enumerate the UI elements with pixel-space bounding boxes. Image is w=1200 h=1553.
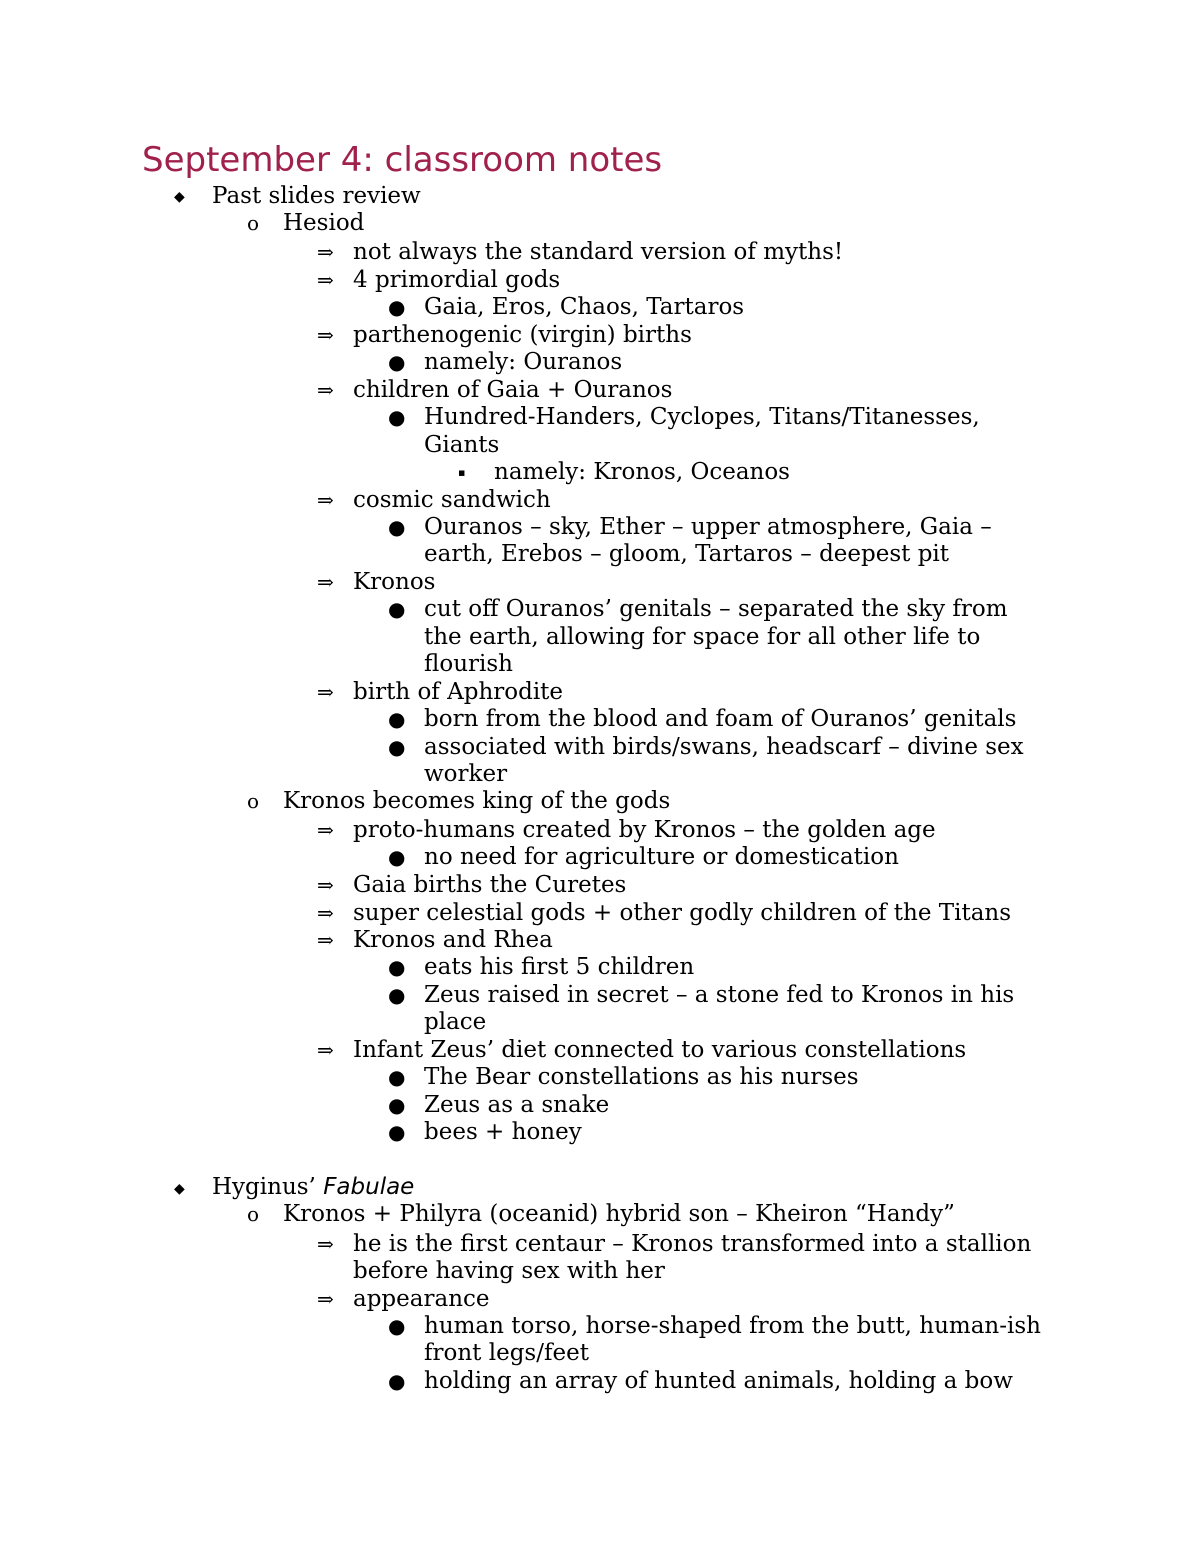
arrow-bullet-icon: ⇒ — [317, 240, 334, 264]
list-item-continuation: flourish — [424, 651, 513, 677]
dot-bullet-icon: ● — [388, 1065, 406, 1089]
arrow-bullet-icon: ⇒ — [317, 570, 334, 594]
page-title: September 4: classroom notes — [142, 140, 663, 180]
dot-bullet-icon: ● — [388, 955, 406, 979]
arrow-bullet-icon: ⇒ — [317, 1038, 334, 1062]
dot-bullet-icon: ● — [388, 735, 406, 759]
list-item: Kronos — [353, 569, 436, 595]
dot-bullet-icon: ● — [388, 597, 406, 621]
list-item: namely: Kronos, Oceanos — [494, 459, 790, 485]
arrow-bullet-icon: ⇒ — [317, 1287, 334, 1311]
arrow-bullet-icon: ⇒ — [317, 680, 334, 704]
list-item: Infant Zeus’ diet connected to various constellations — [353, 1037, 967, 1063]
diamond-bullet-icon: ◆ — [174, 1181, 185, 1197]
list-item: cosmic sandwich — [353, 487, 551, 513]
dot-bullet-icon: ● — [388, 983, 406, 1007]
list-item: birth of Aphrodite — [353, 679, 564, 705]
arrow-bullet-icon: ⇒ — [317, 488, 334, 512]
arrow-bullet-icon: ⇒ — [317, 268, 334, 292]
list-item: Zeus raised in secret – a stone fed to Kronos in his — [424, 982, 1015, 1008]
list-item-continuation: Giants — [424, 432, 500, 458]
list-item: namely: Ouranos — [424, 349, 623, 375]
list-item: Kronos + Philyra (oceanid) hybrid son – Kheiron “Handy” — [283, 1201, 955, 1227]
list-item-continuation: before having sex with her — [353, 1258, 665, 1284]
arrow-bullet-icon: ⇒ — [317, 901, 334, 925]
list-item: Ouranos – sky, Ether – upper atmosphere, Gaia – — [424, 514, 992, 540]
list-item: no need for agriculture or domestication — [424, 844, 899, 870]
hyginus-label: Hyginus’ — [212, 1174, 316, 1200]
arrow-bullet-icon: ⇒ — [317, 818, 334, 842]
list-item: super celestial gods + other godly children of the Titans — [353, 900, 1012, 926]
arrow-bullet-icon: ⇒ — [317, 323, 334, 347]
list-item: Gaia, Eros, Chaos, Tartaros — [424, 294, 745, 320]
diamond-bullet-icon: ◆ — [174, 189, 185, 205]
arrow-bullet-icon: ⇒ — [317, 378, 334, 402]
list-item: eats his first 5 children — [424, 954, 695, 980]
list-item: born from the blood and foam of Ouranos’ genitals — [424, 706, 1017, 732]
list-item-continuation: place — [424, 1009, 487, 1035]
list-item: Kronos and Rhea — [353, 927, 553, 953]
square-bullet-icon: ▪ — [458, 466, 466, 479]
list-item — [212, 1173, 414, 1201]
circle-bullet-icon: o — [247, 211, 260, 235]
list-item: appearance — [353, 1286, 490, 1312]
dot-bullet-icon: ● — [388, 845, 406, 869]
dot-bullet-icon: ● — [388, 295, 406, 319]
list-item: holding an array of hunted animals, holding a bow — [424, 1368, 1013, 1394]
list-item: Hundred-Handers, Cyclopes, Titans/Titanesses, — [424, 404, 980, 430]
list-item: Kronos becomes king of the gods — [283, 788, 671, 814]
list-item-continuation: front legs/feet — [424, 1340, 589, 1366]
list-item: Gaia births the Curetes — [353, 872, 627, 898]
dot-bullet-icon: ● — [388, 707, 406, 731]
dot-bullet-icon: ● — [388, 405, 406, 429]
list-item: cut off Ouranos’ genitals – separated the sky from — [424, 596, 1008, 622]
list-item: parthenogenic (virgin) births — [353, 322, 692, 348]
list-item: children of Gaia + Ouranos — [353, 377, 673, 403]
arrow-bullet-icon: ⇒ — [317, 1232, 334, 1256]
list-item: proto-humans created by Kronos – the golden age — [353, 817, 936, 843]
list-item-continuation: earth, Erebos – gloom, Tartaros – deepest pit — [424, 541, 950, 567]
list-item-continuation: the earth, allowing for space for all other life to — [424, 624, 981, 650]
list-item: 4 primordial gods — [353, 267, 561, 293]
list-item: Hesiod — [283, 210, 365, 236]
list-item: Past slides review — [212, 183, 421, 209]
list-item-continuation: worker — [424, 761, 508, 787]
list-item: The Bear constellations as his nurses — [424, 1064, 859, 1090]
list-item: bees + honey — [424, 1119, 582, 1145]
list-item: not always the standard version of myths! — [353, 239, 844, 265]
dot-bullet-icon: ● — [388, 350, 406, 374]
list-item: human torso, horse-shaped from the butt, human-ish — [424, 1313, 1041, 1339]
list-item: he is the first centaur – Kronos transformed into a stallion — [353, 1231, 1032, 1257]
arrow-bullet-icon: ⇒ — [317, 873, 334, 897]
list-item: Zeus as a snake — [424, 1092, 610, 1118]
circle-bullet-icon: o — [247, 1202, 260, 1226]
fabulae-title: Fabulae — [323, 1174, 415, 1200]
dot-bullet-icon: ● — [388, 515, 406, 539]
circle-bullet-icon: o — [247, 789, 260, 813]
list-item: associated with birds/swans, headscarf – divine sex — [424, 734, 1024, 760]
dot-bullet-icon: ● — [388, 1120, 406, 1144]
dot-bullet-icon: ● — [388, 1369, 406, 1393]
arrow-bullet-icon: ⇒ — [317, 928, 334, 952]
dot-bullet-icon: ● — [388, 1093, 406, 1117]
dot-bullet-icon: ● — [388, 1314, 406, 1338]
